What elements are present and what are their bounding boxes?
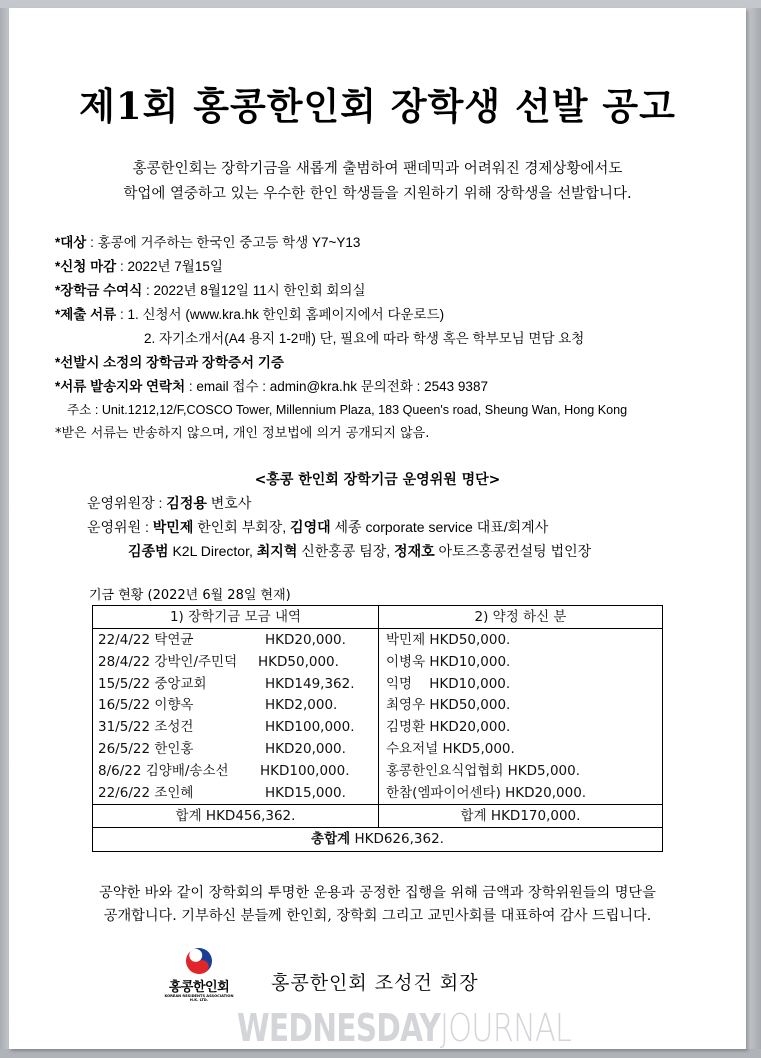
donations-list bbox=[93, 629, 379, 805]
pledge-row: 김명환 HKD20,000. bbox=[386, 719, 511, 736]
donation-date-name: 28/4/22 강박인/주민덕 bbox=[98, 653, 238, 670]
closing-line-2: 공개합니다. 기부하신 분들께 한인회, 장학회 그리고 교민사회를 대표하여 감사 드립니다. bbox=[103, 908, 652, 924]
signature: 홍콩한인회 조성건 회장 bbox=[271, 972, 479, 994]
members-label: 운영위원 : bbox=[87, 519, 153, 535]
member-role: K2L Director, bbox=[168, 543, 257, 559]
chair-label: 운영위원장 : bbox=[87, 495, 167, 511]
donation-date-name: 22/4/22 탁연균 bbox=[98, 632, 194, 648]
pledge-row: 익명 HKD10,000. bbox=[386, 675, 511, 692]
viewer-frame-top bbox=[0, 0, 761, 8]
chair-role: 변호사 bbox=[206, 495, 252, 511]
donations-subtotal: 합계 HKD456,362. bbox=[93, 805, 379, 828]
donation-row bbox=[98, 761, 378, 783]
closing-line-1: 공약한 바와 같이 장학회의 투명한 운용과 공정한 집행을 위해 금액과 장학위원들의 명단을 bbox=[99, 885, 656, 901]
donation-row bbox=[98, 674, 378, 696]
donation-row bbox=[98, 630, 378, 652]
bullet: * bbox=[55, 283, 61, 298]
donation-amount: HKD100,000. bbox=[260, 762, 350, 779]
detail-label: 선발시 소정의 장학금과 장학증서 기증 bbox=[60, 355, 284, 370]
bullet: * bbox=[55, 307, 61, 322]
page-title: 제1회 홍콩한인회 장학생 선발 공고 bbox=[79, 84, 676, 128]
committee-chair bbox=[87, 493, 251, 513]
pledge-row: 수요저널 HKD5,000. bbox=[386, 740, 515, 757]
member-name: 김종범 bbox=[128, 544, 169, 560]
document-page bbox=[9, 8, 746, 1049]
member-name: 최지혁 bbox=[256, 544, 298, 560]
donation-amount: HKD149,362. bbox=[265, 675, 355, 692]
grand-total bbox=[93, 828, 663, 852]
committee-members-line-1 bbox=[87, 517, 548, 537]
member-name: 김영대 bbox=[290, 520, 331, 536]
taeguk-logo-icon bbox=[160, 946, 238, 976]
chair-name: 김정용 bbox=[166, 496, 207, 512]
donation-row bbox=[98, 695, 378, 717]
member-role: 한인회 부회장, bbox=[193, 519, 291, 535]
logo-subtitle: KOREAN RESIDENTS ASSOCIATION H.K. LTD. bbox=[164, 994, 234, 1002]
donations-header: 1) 장학기금 모금 내역 bbox=[93, 606, 379, 629]
pledge-row: 이병욱 HKD10,000. bbox=[386, 653, 511, 670]
member-name: 박민제 bbox=[152, 520, 194, 536]
donation-date-name: 31/5/22 조성건 bbox=[98, 719, 194, 736]
detail-label: 장학금 수여식 bbox=[60, 283, 143, 298]
detail-label: 서류 발송지와 연락처 bbox=[60, 379, 186, 394]
bullet: * bbox=[55, 355, 61, 370]
detail-address: 주소 : Unit.1212,12/F,COSCO Tower, Millennium Plaza, 183 Queen's road, Sheung Wan, Hong Kong bbox=[67, 403, 628, 417]
detail-documents bbox=[55, 303, 444, 323]
intro-line-2: 학업에 열중하고 있는 우수한 한인 학생들을 지원하기 위해 장학생을 선발합니다. bbox=[123, 186, 632, 202]
pledges-header: 2) 약정 하신 분 bbox=[379, 606, 663, 629]
donation-row bbox=[98, 717, 378, 739]
detail-ceremony bbox=[55, 279, 366, 299]
pledge-row: 홍콩한인요식업협회 HKD5,000. bbox=[386, 762, 580, 779]
detail-value: : email 접수 : admin@kra.hk 문의전화 : 2543 9387 bbox=[185, 379, 488, 394]
member-role: 세종 corporate service 대표/회계사 bbox=[330, 519, 549, 535]
grand-total-value: HKD626,362. bbox=[350, 831, 444, 848]
donation-date-name: 16/5/22 이향옥 bbox=[98, 697, 194, 714]
donation-amount: HKD20,000. bbox=[265, 740, 346, 757]
watermark bbox=[237, 1006, 572, 1050]
watermark-light: JOURNAL bbox=[440, 1006, 572, 1050]
donation-row bbox=[98, 739, 378, 761]
donation-amount: HKD100,000. bbox=[265, 719, 355, 736]
donation-amount: HKD50,000. bbox=[258, 653, 339, 670]
pledges-subtotal: 합계 HKD170,000. bbox=[379, 805, 663, 828]
fund-table bbox=[92, 605, 663, 852]
donation-amount: HKD20,000. bbox=[265, 632, 346, 648]
intro-line-1: 홍콩한인회는 장학기금을 새롭게 출범하여 팬데믹과 어려워진 경제상황에서도 bbox=[132, 161, 623, 177]
pledges-list bbox=[379, 629, 663, 805]
detail-value: : 2022년 7월15일 bbox=[116, 259, 223, 274]
member-role: 아토즈홍콩컨설팅 법인장 bbox=[434, 543, 592, 559]
donation-date-name: 22/6/22 조인혜 bbox=[98, 784, 194, 801]
donation-date-name: 15/5/22 중앙교회 bbox=[98, 675, 207, 692]
donation-row bbox=[98, 652, 378, 674]
detail-contact bbox=[55, 375, 488, 395]
bullet: * bbox=[55, 379, 61, 394]
detail-target bbox=[55, 231, 360, 251]
detail-label: 대상 bbox=[60, 235, 87, 250]
donation-row bbox=[98, 783, 378, 805]
logo-name: 홍콩한인회 bbox=[168, 980, 230, 995]
pledge-row: 박민제 HKD50,000. bbox=[386, 632, 511, 648]
watermark-bold: WEDNESDAY bbox=[237, 1006, 441, 1050]
detail-value: : 홍콩에 거주하는 한국인 중고등 학생 Y7~Y13 bbox=[86, 235, 361, 250]
privacy-note: *받은 서류는 반송하지 않으며, 개인 정보법에 의거 공개되지 않음. bbox=[55, 426, 430, 441]
donation-amount: HKD15,000. bbox=[265, 784, 346, 801]
detail-value: : 1. 신청서 (www.kra.hk 한인회 홈페이지에서 다운로드) bbox=[116, 307, 445, 322]
bullet: * bbox=[55, 259, 61, 274]
member-name: 정재호 bbox=[394, 544, 435, 560]
detail-value: : 2022년 8월12일 11시 한인회 회의실 bbox=[142, 283, 366, 298]
detail-documents-item2: 2. 자기소개서(A4 용지 1-2매) 단, 필요에 따라 학생 혹은 학부모님 면담 요청 bbox=[144, 331, 585, 346]
donation-amount: HKD2,000. bbox=[265, 697, 338, 714]
pledge-row: 최영우 HKD50,000. bbox=[386, 697, 511, 714]
committee-title: <홍콩 한인회 장학기금 운영위원 명단> bbox=[254, 472, 501, 488]
detail-deadline bbox=[55, 255, 223, 275]
detail-label: 제출 서류 bbox=[60, 307, 117, 322]
viewer-frame-bottom bbox=[0, 1049, 761, 1058]
committee-members-line-2 bbox=[128, 541, 591, 561]
member-role: 신한홍콩 팀장, bbox=[297, 543, 395, 559]
association-logo bbox=[160, 946, 238, 1006]
pledge-row: 한참(엠파이어센타) HKD20,000. bbox=[386, 784, 587, 801]
donation-date-name: 8/6/22 김양배/송소선 bbox=[98, 762, 229, 779]
donation-date-name: 26/5/22 한인홍 bbox=[98, 740, 194, 757]
fund-caption: 기금 현황 (2022년 6월 28일 현재) bbox=[89, 588, 291, 603]
detail-award bbox=[55, 351, 284, 371]
bullet: * bbox=[55, 235, 61, 250]
grand-total-label: 총합계 bbox=[311, 831, 351, 848]
detail-label: 신청 마감 bbox=[60, 259, 117, 274]
